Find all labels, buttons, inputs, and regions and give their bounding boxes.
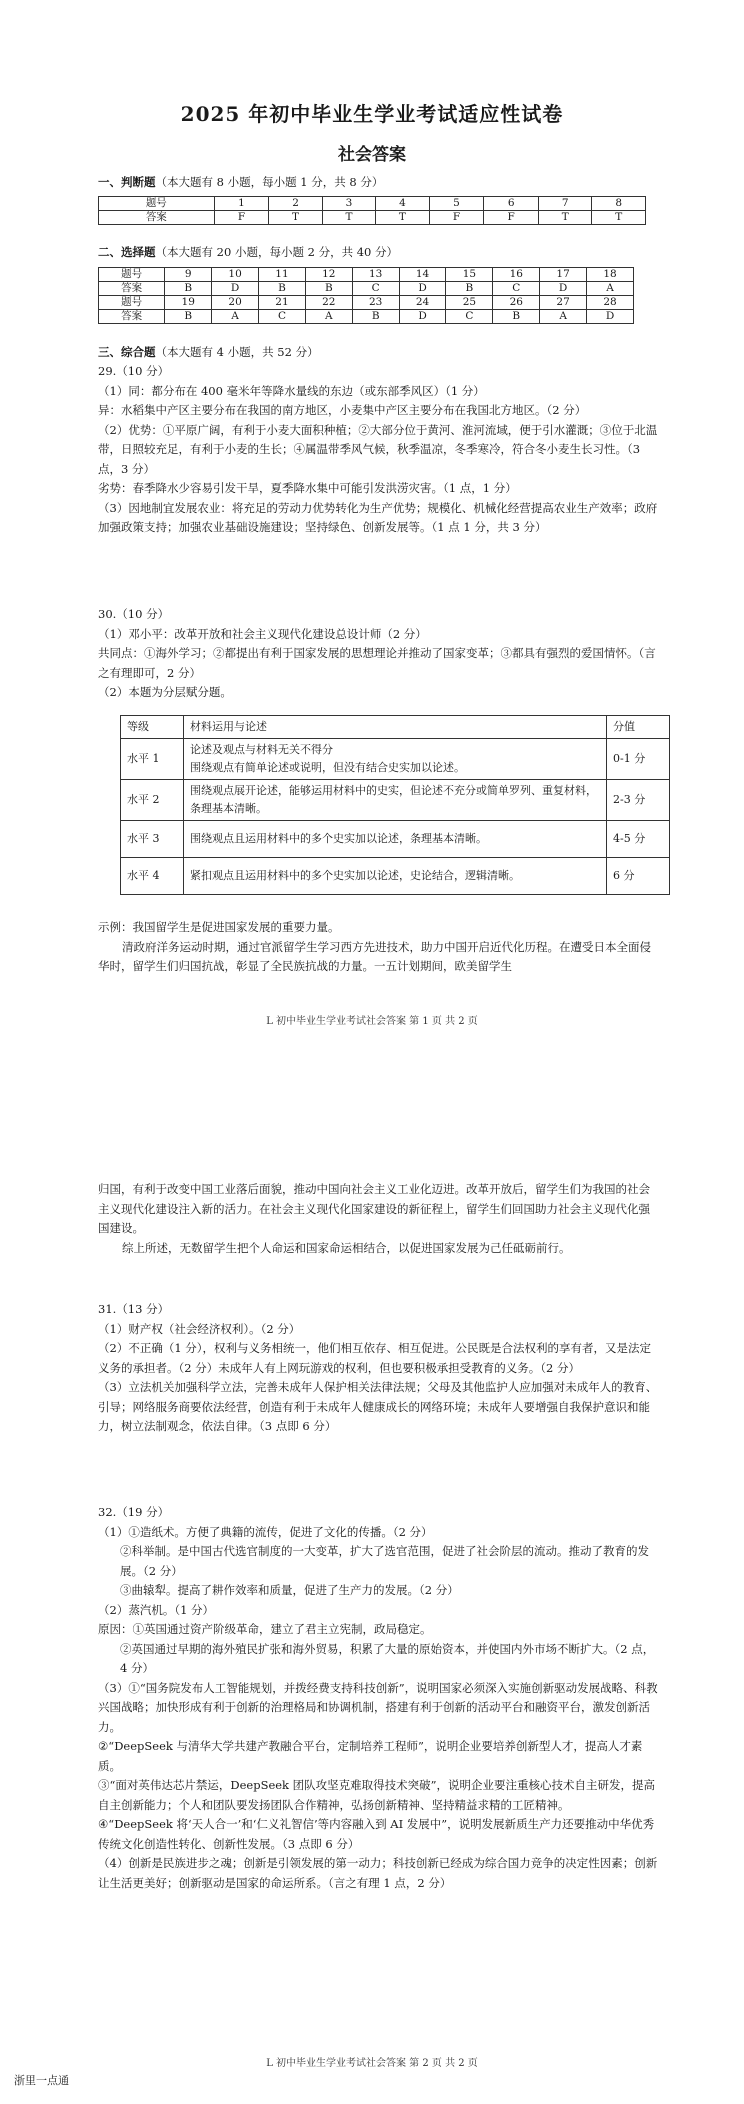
table-cell: 8 xyxy=(592,197,646,211)
table-cell: 20 xyxy=(212,296,259,310)
answer-page-1 xyxy=(0,0,744,1027)
table-cell: 答案 xyxy=(99,310,165,324)
table-cell: F xyxy=(484,211,539,225)
table-header-cell: 材料运用与论述 xyxy=(184,716,607,739)
table-cell: 10 xyxy=(212,268,259,282)
table-cell: 水平 3 xyxy=(121,821,184,858)
q31-block xyxy=(98,1300,660,1437)
table-cell: 17 xyxy=(540,268,587,282)
table-cell: C xyxy=(259,310,306,324)
q29-line: （1）同：都分布在 400 毫米年等降水量线的东边（或东部季风区）（1 分） xyxy=(98,383,485,398)
q29-block xyxy=(98,362,660,538)
page-subtitle: 社会答案 xyxy=(338,145,406,165)
table-cell: 水平 4 xyxy=(121,858,184,895)
table-cell: 答案 xyxy=(99,282,165,296)
table-cell: 5 xyxy=(429,197,484,211)
table-cell: 6 分 xyxy=(607,858,670,895)
table-cell: 2 xyxy=(269,197,322,211)
part1-answer-table xyxy=(98,196,646,225)
example-paragraph: 综上所述，无数留学生把个人命运和国家命运相结合，以促进国家发展为己任砥砺前行。 xyxy=(122,1240,571,1255)
table-cell: 水平 2 xyxy=(121,780,184,821)
q32-line: 原因：①英国通过资产阶级革命，建立了君主立宪制，政局稳定。 xyxy=(98,1622,432,1636)
q31-line: （3）立法机关加强科学立法，完善未成年人保护相关法律法规；父母及其他监护人应加强对未成年人的教育、引导；网络服务商要依法经营，创造有利于未成年人健康成长的网络环境；未成年人要增强自我保护意识和能力，树立法制观念，依法自律。（3 点即 6 分） xyxy=(98,1380,658,1433)
example-paragraph: 归国，有利于改变中国工业落后面貌，推动中国向社会主义工业化迈进。改革开放后，留学生们为我国的社会主义现代化建设注入新的活力。在社会主义现代化国家建设的新征程上，留学生们回国助力社会主义现代化强国建设。 xyxy=(98,1182,650,1235)
table-cell: 题号 xyxy=(99,296,165,310)
table-row xyxy=(99,282,634,296)
table-cell: 题号 xyxy=(99,197,215,211)
table-cell: 24 xyxy=(399,296,446,310)
table-row xyxy=(121,858,670,895)
q29-line: 劣势：春季降水少容易引发干旱，夏季降水集中可能引发洪涝灾害。（1 点，1 分） xyxy=(98,481,517,495)
table-cell: 9 xyxy=(165,268,212,282)
table-row xyxy=(99,197,646,211)
table-cell: D xyxy=(212,282,259,296)
table-cell: 1 xyxy=(214,197,269,211)
q30-head: 30.（10 分） xyxy=(98,607,170,621)
q31-line: （2）不正确（1 分），权利与义务相统一，他们相互依存、相互促进。公民既是合法权利的享有者，又是法定义务的承担者。（2 分）未成年人有上网玩游戏的权利，但也要积极承担受教育的义务。（2 分） xyxy=(98,1341,652,1375)
table-cell: 19 xyxy=(165,296,212,310)
table-row xyxy=(99,211,646,225)
q30-line: （1）邓小平：改革开放和社会主义现代化建设总设计师（2 分） xyxy=(98,626,427,641)
q30-line: 共同点：①海外学习；②都提出有利于国家发展的思想理论并推动了国家变革；③都具有强烈的爱国情怀。（言之有理即可，2 分） xyxy=(98,646,656,680)
q31-line: （1）财产权（社会经济权利）。（2 分） xyxy=(98,1321,301,1336)
scoring-level-table xyxy=(120,715,670,895)
table-cell: C xyxy=(493,282,540,296)
q32-line: ③曲辕犁。提高了耕作效率和质量，促进了生产力的发展。（2 分） xyxy=(120,1583,459,1597)
table-cell: D xyxy=(399,282,446,296)
table-cell: 6 xyxy=(484,197,539,211)
table-cell: 4-5 分 xyxy=(607,821,670,858)
table-cell: 28 xyxy=(587,296,634,310)
table-cell: A xyxy=(305,310,352,324)
part3-note: （本大题有 4 小题，共 52 分） xyxy=(155,345,319,359)
table-cell: B xyxy=(446,282,493,296)
q29-line: （2）优势：①平原广阔，有利于小麦大面积种植；②大部分位于黄河、淮河流域，便于引水灌溉；③位于北温带，日照较充足，有利于小麦的生长；④属温带季风气候，秋季温凉，冬季寒冷，符合冬小麦生长习性。（3 点，3 分） xyxy=(98,422,658,476)
table-cell: 4 xyxy=(376,197,429,211)
table-cell: B xyxy=(305,282,352,296)
table-cell: 7 xyxy=(539,197,592,211)
table-cell: 题号 xyxy=(99,268,165,282)
table-cell: 围绕观点且运用材料中的多个史实加以论述，条理基本清晰。 xyxy=(184,821,607,858)
watermark-signature: 浙里一点通 xyxy=(14,2074,69,2087)
example-head: 示例：我国留学生是促进国家发展的重要力量。 xyxy=(98,920,340,934)
table-cell: 26 xyxy=(493,296,540,310)
table-header-cell: 等级 xyxy=(121,716,184,739)
table-cell: 23 xyxy=(352,296,399,310)
table-cell: B xyxy=(165,282,212,296)
q32-line: （3）①“国务院发布人工智能规划，并拨经费支持科技创新”，说明国家必须深入实施创新驱动发展战略、科教兴国战略；加快形成有利于创新的治理格局和协调机制，搭建有利于创新的活动平台和融资平台，激发创新活力。 xyxy=(98,1680,658,1734)
q32-line: （1）①造纸术。方便了典籍的流传，促进了文化的传播。（2 分） xyxy=(98,1524,433,1539)
q29-line: 异：水稻集中产区主要分布在我国的南方地区，小麦集中产区主要分布在我国北方地区。（2 分） xyxy=(98,403,587,417)
table-row xyxy=(99,296,634,310)
part2-heading-line xyxy=(98,243,660,263)
q29-line: （3）因地制宜发展农业：将充足的劳动力优势转化为生产优势；规模化、机械化经营提高农业生产效率；政府加强政策支持；加强农业基础设施建设；坚持绿色、创新发展等。（1 点 1 分，共 3 分） xyxy=(98,500,658,534)
q30-block xyxy=(98,605,660,703)
table-cell: B xyxy=(493,310,540,324)
table-cell: 18 xyxy=(587,268,634,282)
table-cell: B xyxy=(352,310,399,324)
q32-block xyxy=(98,1503,660,1893)
table-cell: D xyxy=(399,310,446,324)
q30-line: （2）本题为分层赋分题。 xyxy=(98,685,232,699)
part2-heading: 二、选择题 xyxy=(98,245,156,259)
table-cell: 紧扣观点且运用材料中的多个史实加以论述，史论结合，逻辑清晰。 xyxy=(184,858,607,895)
table-cell: D xyxy=(540,282,587,296)
q30-example xyxy=(98,918,660,977)
table-cell: 12 xyxy=(305,268,352,282)
table-cell: 27 xyxy=(540,296,587,310)
table-cell: 论述及观点与材料无关不得分 围绕观点有简单论述或说明，但没有结合史实加以论述。 xyxy=(184,739,607,780)
table-cell: 22 xyxy=(305,296,352,310)
table-row xyxy=(121,739,670,780)
table-cell: A xyxy=(587,282,634,296)
table-row xyxy=(99,310,634,324)
q32-line: ②英国通过早期的海外殖民扩张和海外贸易，积累了大量的原始资本，并使国内外市场不断扩大。（2 点，4 分） xyxy=(120,1641,655,1675)
table-cell: 答案 xyxy=(99,211,215,225)
page-footer: L 初中毕业生学业考试社会答案 第 1 页 共 2 页 xyxy=(266,1016,478,1027)
part2-answer-table xyxy=(98,267,634,324)
answer-page-2 xyxy=(0,1110,744,2104)
table-cell: 水平 1 xyxy=(121,739,184,780)
q32-line: ②“DeepSeek 与清华大学共建产教融合平台，定制培养工程师”，说明企业要培养创新型人才，提高人才素质。 xyxy=(98,1739,643,1773)
table-cell: F xyxy=(214,211,269,225)
table-cell: A xyxy=(540,310,587,324)
table-cell: T xyxy=(592,211,646,225)
table-cell: F xyxy=(429,211,484,225)
table-cell: B xyxy=(165,310,212,324)
table-cell: T xyxy=(376,211,429,225)
table-row xyxy=(121,821,670,858)
page-footer: L 初中毕业生学业考试社会答案 第 2 页 共 2 页 xyxy=(266,2058,478,2069)
page-title: 2025 年初中毕业生学业考试适应性试卷 xyxy=(180,102,564,126)
q32-line: ④“DeepSeek 将‘天人合一’和‘仁义礼智信’等内容融入到 AI 发展中”，说明发展新质生产力还要推动中华优秀传统文化创造性转化、创新性发展。（3 点即 6 分） xyxy=(98,1817,655,1851)
q32-line: （4）创新是民族进步之魂；创新是引领发展的第一动力；科技创新已经成为综合国力竞争的决定性因素；创新让生活更美好；创新驱动是国家的命运所系。（言之有理 1 点，2 分） xyxy=(98,1856,658,1890)
table-cell: A xyxy=(212,310,259,324)
table-row xyxy=(121,716,670,739)
q32-head: 32.（19 分） xyxy=(98,1505,170,1519)
q31-head: 31.（13 分） xyxy=(98,1302,170,1316)
table-header-cell: 分值 xyxy=(607,716,670,739)
table-row xyxy=(99,268,634,282)
q30-example-continued xyxy=(98,1180,660,1258)
table-cell: 15 xyxy=(446,268,493,282)
table-cell: 0-1 分 xyxy=(607,739,670,780)
table-cell: B xyxy=(259,282,306,296)
table-cell: 11 xyxy=(259,268,306,282)
table-cell: 围绕观点展开论述，能够运用材料中的史实，但论述不充分或简单罗列、重复材料，条理基本清晰。 xyxy=(184,780,607,821)
q32-line: ②科举制。是中国古代选官制度的一大变革，扩大了选官范围，促进了社会阶层的流动。推动了教育的发展。（2 分） xyxy=(120,1544,649,1578)
table-cell: C xyxy=(446,310,493,324)
part1-note: （本大题有 8 小题，每小题 1 分，共 8 分） xyxy=(155,175,384,189)
part1-heading-line xyxy=(98,173,660,193)
table-cell: T xyxy=(269,211,322,225)
q32-line: （2）蒸汽机。（1 分） xyxy=(98,1602,215,1617)
q29-head: 29.（10 分） xyxy=(98,364,170,378)
table-cell: 2-3 分 xyxy=(607,780,670,821)
table-cell: C xyxy=(352,282,399,296)
part2-note: （本大题有 20 小题，每小题 2 分，共 40 分） xyxy=(155,245,399,259)
table-cell: 13 xyxy=(352,268,399,282)
part3-heading: 三、综合题 xyxy=(98,345,156,359)
table-cell: T xyxy=(322,211,375,225)
table-cell: 16 xyxy=(493,268,540,282)
table-cell: D xyxy=(587,310,634,324)
table-cell: 3 xyxy=(322,197,375,211)
example-paragraph: 清政府洋务运动时期，通过官派留学生学习西方先进技术，助力中国开启近代化历程。在遭受日本全面侵华时，留学生们归国抗战，彰显了全民族抗战的力量。一五计划期间，欧美留学生 xyxy=(98,939,651,973)
part3-heading-line xyxy=(98,343,660,363)
q32-line: ③“面对英伟达芯片禁运，DeepSeek 团队攻坚克难取得技术突破”，说明企业要注重核心技术自主研发，提高自主创新能力；个人和团队要发扬团队合作精神，弘扬创新精神、坚持精益求精的工匠精神。 xyxy=(98,1778,656,1812)
table-cell: 21 xyxy=(259,296,306,310)
table-row xyxy=(121,780,670,821)
table-cell: T xyxy=(539,211,592,225)
table-cell: 14 xyxy=(399,268,446,282)
part1-heading: 一、判断题 xyxy=(98,175,156,189)
table-cell: 25 xyxy=(446,296,493,310)
